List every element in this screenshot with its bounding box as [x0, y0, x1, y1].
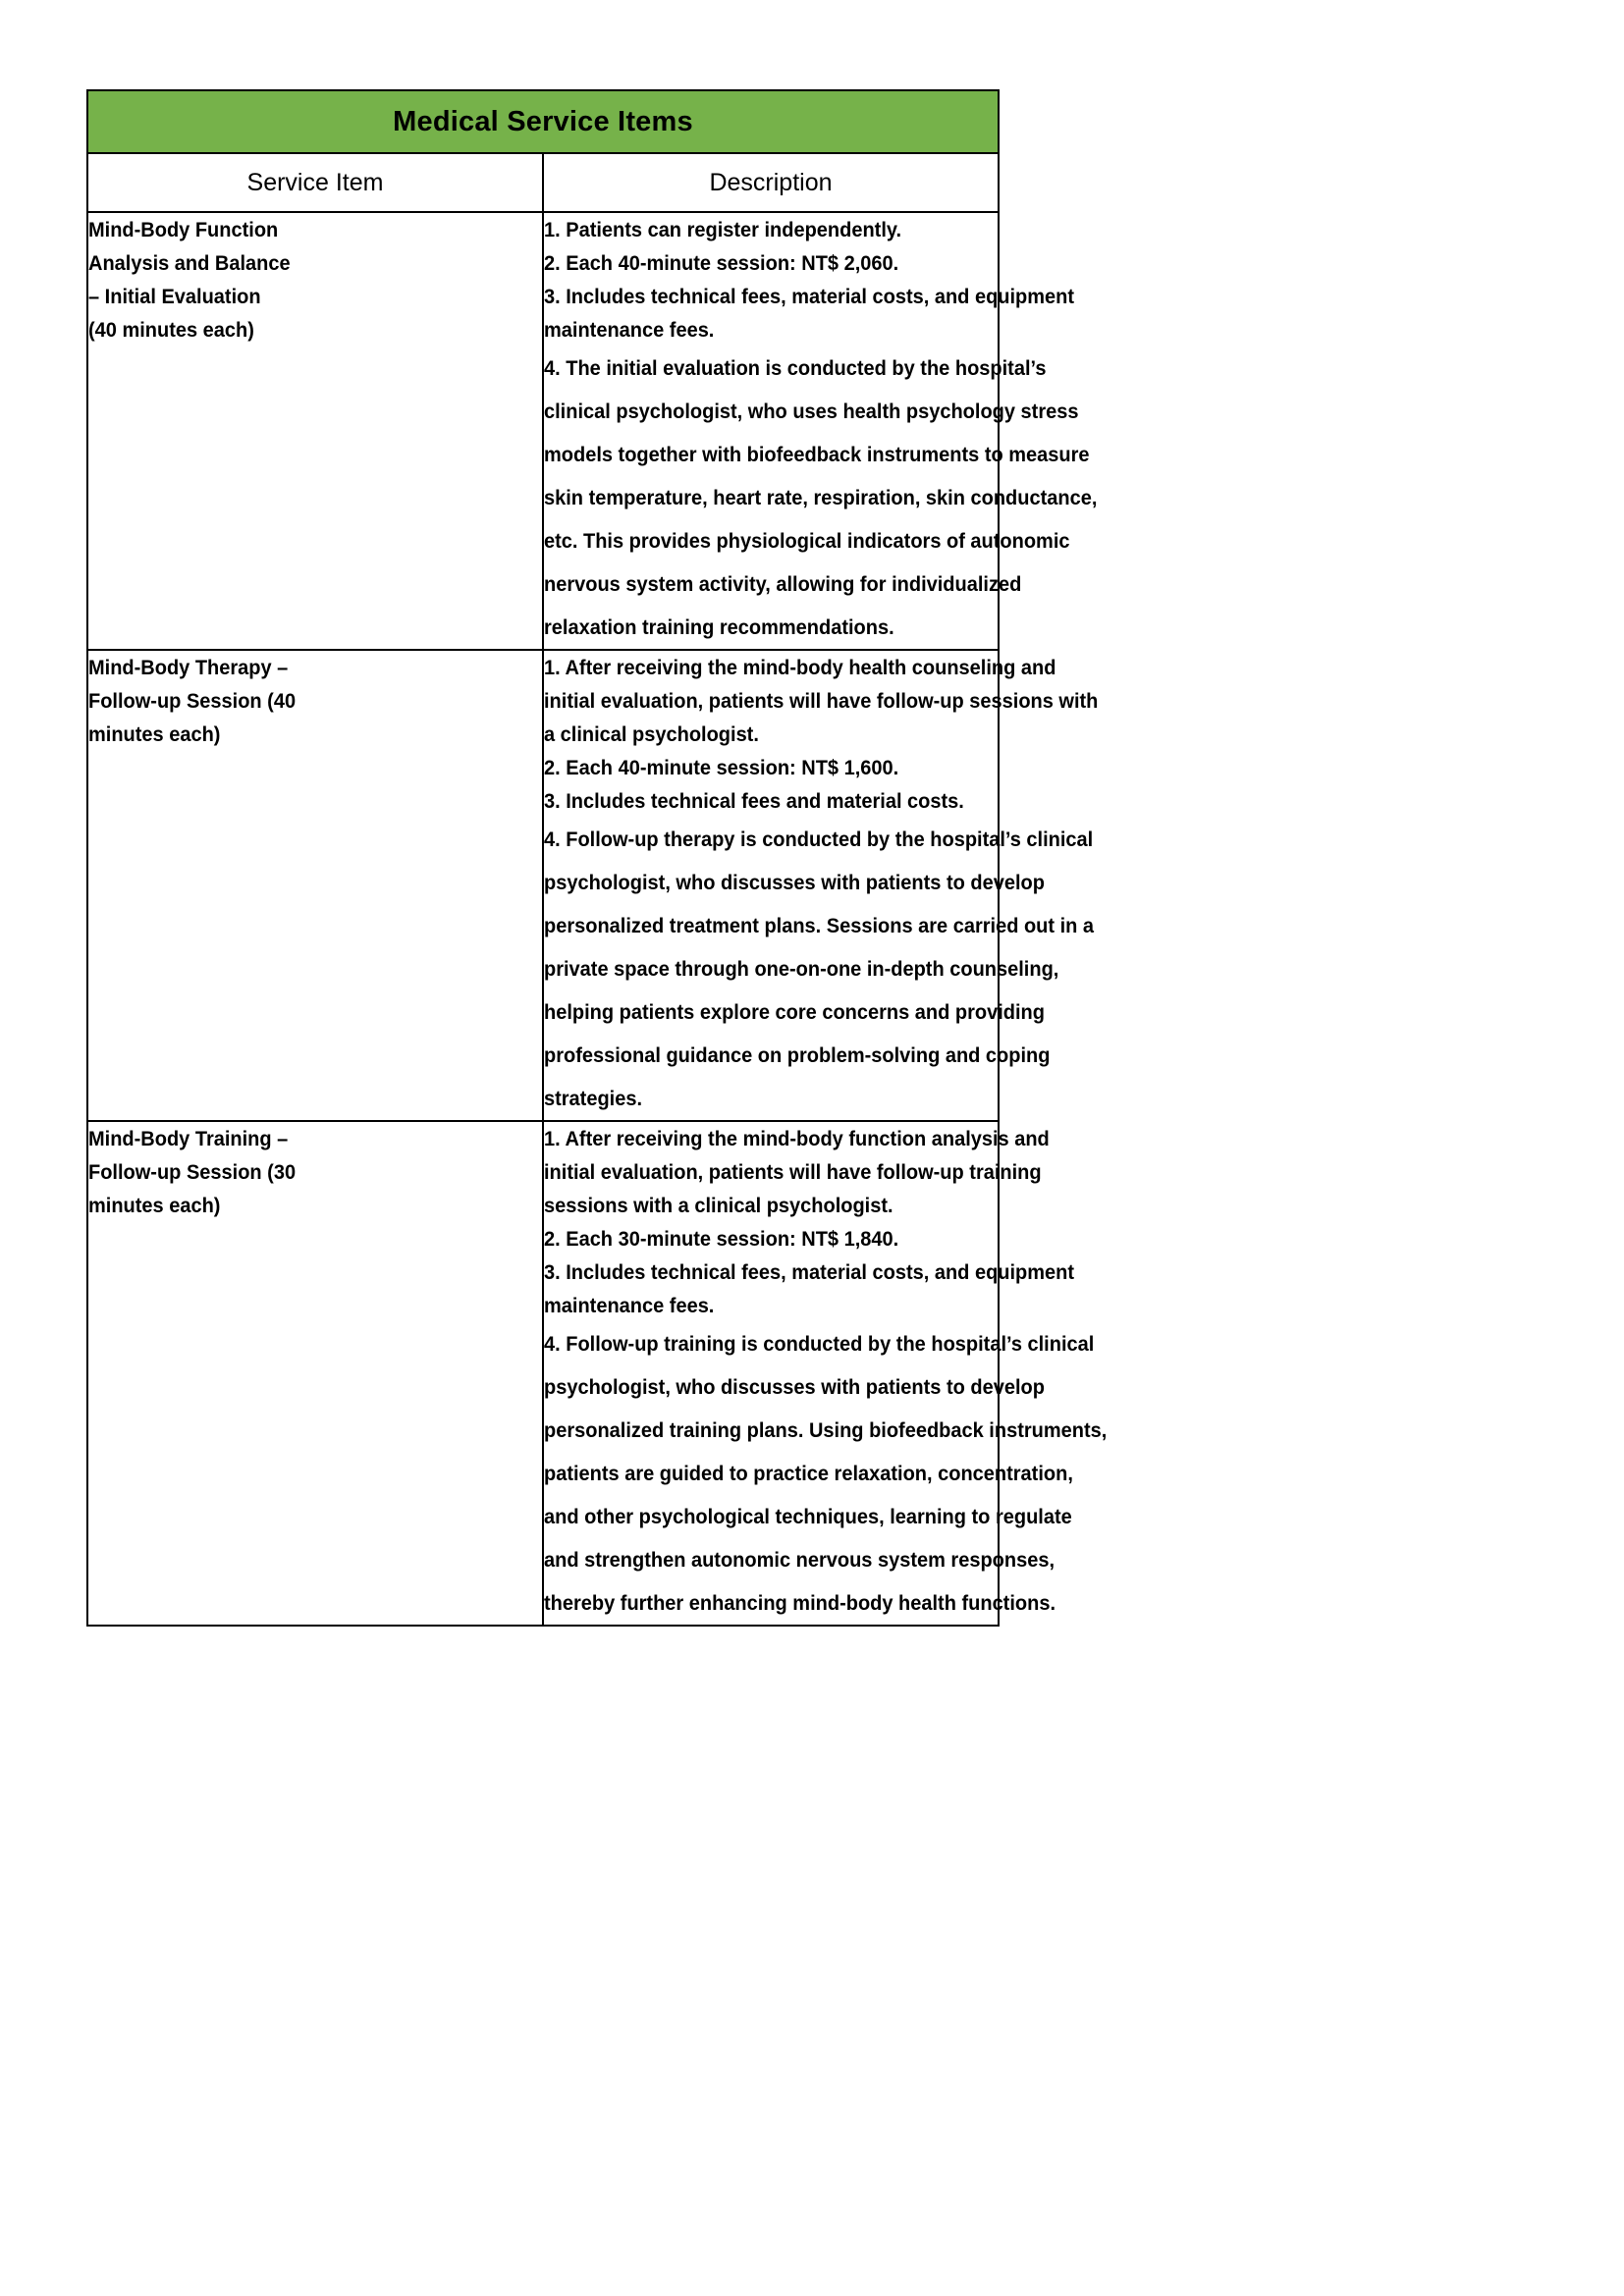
description-line: maintenance fees.: [544, 1294, 715, 1317]
description-line: sessions with a clinical psychologist.: [544, 1194, 893, 1217]
table-row: [87, 1121, 999, 1626]
description-line: psychologist, who discusses with patients to develop: [544, 871, 1045, 894]
service-item-line: (40 minutes each): [88, 318, 254, 342]
table-body: [87, 90, 1108, 1626]
medical-service-items-table: [86, 89, 1108, 1627]
service-item-line: Mind-Body Therapy –: [88, 656, 289, 679]
description-line: initial evaluation, patients will have follow-up sessions with: [544, 689, 1099, 713]
description-line: 2. Each 40-minute session: NT$ 1,600.: [544, 756, 899, 779]
description-line: 4. Follow-up training is conducted by the hospital’s clinical: [544, 1332, 1095, 1356]
description-line: thereby further enhancing mind-body health functions.: [544, 1591, 1056, 1615]
description-line: personalized treatment plans. Sessions are carried out in a: [544, 914, 1095, 937]
service-item-line: Follow-up Session (30: [88, 1160, 297, 1184]
description-line: models together with biofeedback instruments to measure: [544, 443, 1090, 466]
description-line: 3. Includes technical fees, material costs, and equipment: [544, 1260, 1075, 1284]
description-line: patients are guided to practice relaxation, concentration,: [544, 1462, 1073, 1485]
description-line: initial evaluation, patients will have follow-up training: [544, 1160, 1042, 1184]
description-line: 4. The initial evaluation is conducted by the hospital’s: [544, 356, 1047, 380]
description-line: 1. After receiving the mind-body function analysis and: [544, 1127, 1050, 1150]
description-line: 2. Each 40-minute session: NT$ 2,060.: [544, 251, 899, 275]
column-header-description: [543, 153, 999, 212]
description-line: psychologist, who discusses with patients to develop: [544, 1375, 1045, 1399]
description-line: strategies.: [544, 1087, 643, 1110]
description-line: professional guidance on problem-solving and coping: [544, 1043, 1051, 1067]
service-item-line: minutes each): [88, 722, 221, 746]
description-line: 4. Follow-up therapy is conducted by the hospital’s clinical: [544, 828, 1094, 851]
service-item-line: Analysis and Balance: [88, 251, 291, 275]
description-line: private space through one-on-one in-depth counseling,: [544, 957, 1059, 981]
service-item-line: – Initial Evaluation: [88, 285, 261, 308]
description-line: relaxation training recommendations.: [544, 615, 894, 639]
description-line: and strengthen autonomic nervous system responses,: [544, 1548, 1056, 1572]
table-row: [87, 650, 999, 1121]
description-line: 1. After receiving the mind-body health counseling and: [544, 656, 1056, 679]
table-title-banner: [87, 90, 999, 153]
column-header-description-label: Description: [709, 169, 833, 196]
description-line: maintenance fees.: [544, 318, 715, 342]
description-line: personalized training plans. Using biofeedback instruments,: [544, 1418, 1108, 1442]
description-line: a clinical psychologist.: [544, 722, 759, 746]
service-item-cell: [87, 650, 543, 1121]
description-line: etc. This provides physiological indicators of autonomic: [544, 529, 1070, 553]
table-title-row: [87, 90, 999, 153]
column-header-service-item: [87, 153, 543, 212]
column-header-service-item-label: Service Item: [246, 169, 384, 196]
description-line: skin temperature, heart rate, respiration, skin conductance,: [544, 486, 1098, 509]
description-line: 2. Each 30-minute session: NT$ 1,840.: [544, 1227, 899, 1251]
description-cell: [543, 650, 1099, 1121]
description-cell: [543, 1121, 1108, 1626]
service-item-cell: [87, 1121, 543, 1626]
description-line: 1. Patients can register independently.: [544, 218, 902, 241]
service-item-line: Follow-up Session (40: [88, 689, 297, 713]
description-line: helping patients explore core concerns and providing: [544, 1000, 1045, 1024]
service-item-line: minutes each): [88, 1194, 221, 1217]
table-title-text: Medical Service Items: [393, 106, 693, 137]
description-line: nervous system activity, allowing for individualized: [544, 572, 1022, 596]
description-cell: [543, 212, 1098, 650]
table-row: [87, 212, 999, 650]
service-item-line: Mind-Body Function: [88, 218, 279, 241]
description-line: and other psychological techniques, learning to regulate: [544, 1505, 1072, 1528]
service-item-cell: [87, 212, 543, 650]
description-line: 3. Includes technical fees, material costs, and equipment: [544, 285, 1075, 308]
service-item-line: Mind-Body Training –: [88, 1127, 289, 1150]
table-column-header-row: [87, 153, 999, 212]
description-line: 3. Includes technical fees and material costs.: [544, 789, 964, 813]
description-line: clinical psychologist, who uses health psychology stress: [544, 400, 1079, 423]
